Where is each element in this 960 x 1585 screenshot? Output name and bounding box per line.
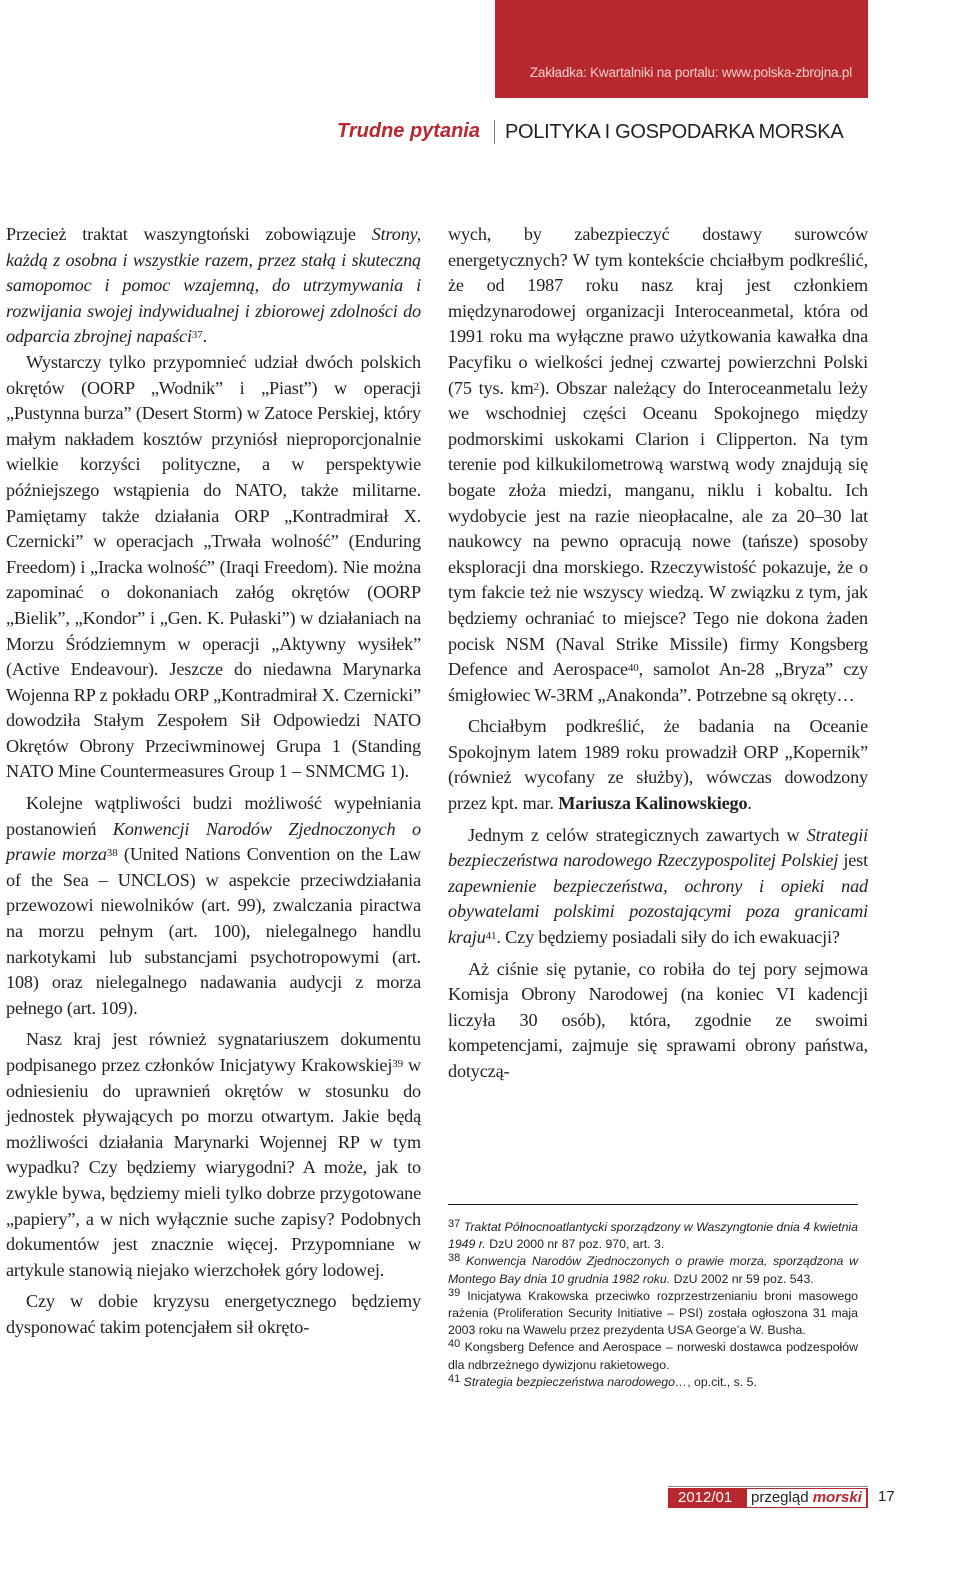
paragraph: Przecież traktat waszyngtoński zobowiązuje Strony, każdą z osobna i wszystkie razem, przez stałą i skuteczną samopomoc i pomoc wzajemną, do utrzymywania i rozwijania swojej indywidualnej i zbiorowej zdolności do odparcia zbrojnej napaści$^{37}$. <box>6 224 421 347</box>
left-column <box>6 222 421 1341</box>
footnote: $^{39}$ Inicjatywa Krakowska przeciwko rozprzestrzenianiu broni masowego rażenia (Proliferation Security Initiative – PSI) została ogłoszona 31 maja 2003 roku na Wawelu przez prezydenta USA George’a W. Busha. <box>448 1286 858 1338</box>
paragraph: Nasz kraj jest również sygnatariuszem dokumentu podpisanego przez członków Inicjatywy Krakowskiej$^{39}$ w odniesieniu do uprawnień okrętów w stosunku do jednostek pływających po morzu otwartym. Jakie będą możliwości działania Marynarki Wojennej RP w tym wypadku? Czy będziemy wiarygodni? A może, jak to zwykle bywa, będziemy mieli tylko dobrze przygotowane „papiery”, a w nich wyłącznie suche zapisy? Podobnych dokumentów jest znacznie więcej. Przypomniane w artykule stanowią niejako wierzchołek góry lodowej. <box>6 1029 421 1280</box>
right-column <box>448 222 868 1085</box>
page-number: 17 <box>878 1488 895 1505</box>
portal-link-text: Zakładka: Kwartalniki na portalu: www.polska-zbrojna.pl <box>529 65 852 80</box>
footnotes <box>448 1219 858 1391</box>
footnote-rule <box>448 1204 858 1205</box>
magazine-name: przegląd morski <box>747 1489 866 1507</box>
paragraph: Jednym z celów strategicznych zawartych w Strategii bezpieczeństwa narodowego Rzeczypospolitej Polskiej jest zapewnienie bezpieczeństwa, ochrony i opieki nad obywatelami polskimi pozostającymi poza granicami kraju$^{41}$. Czy będziemy posiadali siły do ich ewakuacji? <box>448 824 868 948</box>
paragraph: Aż ciśnie się pytanie, co robiła do tej pory sejmowa Komisja Obrony Narodowej (na koniec VI kadencji liczyła 30 osób), która, zgodnie ze swoimi kompetencjami, zajmuje się sprawami obrony państwa, dotyczą- <box>448 958 868 1081</box>
footnote: $^{38}$ Konwencja Narodów Zjednoczonych o prawie morza, sporządzona w Montego Bay dnia 10 grudnia 1982 roku. DzU 2002 nr 59 poz. 543. <box>448 1252 858 1286</box>
section-title: POLITYKA I GOSPODARKA MORSKA <box>505 121 844 143</box>
footnote: $^{37}$ Traktat Północnoatlantycki sporządzony w Waszyngtonie dnia 4 kwietnia 1949 r. DzU 2000 nr 87 poz. 970, art. 3. <box>448 1218 858 1252</box>
paragraph: Chciałbym podkreślić, że badania na Oceanie Spokojnym latem 1989 roku prowadził ORP „Kopernik” (również wycofany ze służby), wówczas dowodzony przez kpt. mar. Mariusza Kalinowskiego. <box>448 716 868 814</box>
header-color-block <box>495 0 868 98</box>
paragraph: Wystarczy tylko przypomnieć udział dwóch polskich okrętów (OORP „Wodnik” i „Piast”) w operacji „Pustynna burza” (Desert Storm) w Zatoce Perskiej, który małym nakładem kosztów przyniósł nieproporcjonalnie wielkie korzyści polityczne, a w perspektywie późniejszego wstąpienia do NATO, także militarne. Pamiętamy także działania ORP „Kontradmirał X. Czernicki” w operacjach „Trwała wolność” (Enduring Freedom) i „Iracka wolność” (Iraqi Freedom). Nie można zapominać o dokonaniach załóg okrętów (OORP „Bielik”, „Kondor” i „Gen. K. Pułaski”) w działaniach na Morzu Śródziemnym w operacji „Aktywny wysiłek” (Active Endeavour). Jeszcze do niedawna Marynarka Wojenna RP z pokładu ORP „Kontradmirał X. Czernicki” dowodziła Stałym Zespołem Sił Odpowiedzi NATO Okrętów Obrony Przeciwminowej Grupa 1 (Standing NATO Mine Countermeasures Group 1 – SNMCMG 1). <box>6 351 421 782</box>
paragraph: Czy w dobie kryzysu energetycznego będziemy dysponować takim potencjałem sił okręto- <box>6 1291 421 1337</box>
footnote: $^{41}$ Strategia bezpieczeństwa narodowego…, op.cit., s. 5. <box>448 1372 757 1389</box>
kicker-title: Trudne pytania <box>337 120 480 142</box>
footer-issue-block <box>668 1488 868 1508</box>
issue-number: 2012/01 <box>678 1489 733 1506</box>
paragraph: wych, by zabezpieczyć dostawy surowców energetycznych? W tym kontekście chciałbym podkreślić, że od 1987 roku nasz kraj jest członkiem międzynarodowej organizacji Interoceanmetal, która od 1991 roku ma wyłączne prawo użytkowania kawałka dna Pacyfiku o wielkości jednej czwartej powierzchni Polski (75 tys. $km^2$). Obszar należący do Interoceanmetalu leży we wschodniej części Oceanu Spokojnego między podmorskimi uskokami Clarion i Clipperton. Na tym terenie pod kilkukilometrową warstwą wody znajdują się bogate złoża miedzi, manganu, niklu i kobaltu. Ich wydobycie jest na razie nieopłacalne, ale za 20–30 lat naukowcy na pewno opracują nowe (tańsze) sposoby eksploracji dna morskiego. Rzeczywistość pokazuje, że o tym fakcie też nie wszyscy wiedzą. W związku z tym, jak będziemy ochraniać to miejsce? Tego nie dokona żaden pocisk NSM (Naval Strike Missile) firmy Kongsberg Defence and Aerospace$^{40}$, samolot An-28 „Bryza” czy śmigłowiec W-3RM „Anakonda”. Potrzebne są okręty… <box>448 224 868 705</box>
footnote: $^{40}$ Kongsberg Defence and Aerospace – norweski dostawca podzespołów dla ndbrzeżnego dywizjonu rakietowego. <box>448 1338 858 1372</box>
header-divider <box>494 120 495 144</box>
footer-rule <box>668 1486 868 1487</box>
paragraph: Kolejne wątpliwości budzi możliwość wypełniania postanowień Konwencji Narodów Zjednoczonych o prawie morza$^{38}$ (United Nations Convention on the Law of the Sea – UNCLOS) w aspekcie przeciwdziałania przewozowi niewolników (art. 99), zwalczania piractwa na morzu pełnym (art. 100), nielegalnego handlu narkotykami lub substancjami psychotropowymi (art. 108) oraz nielegalnego nadawania audycji z morza pełnego (art. 109). <box>6 793 421 1018</box>
